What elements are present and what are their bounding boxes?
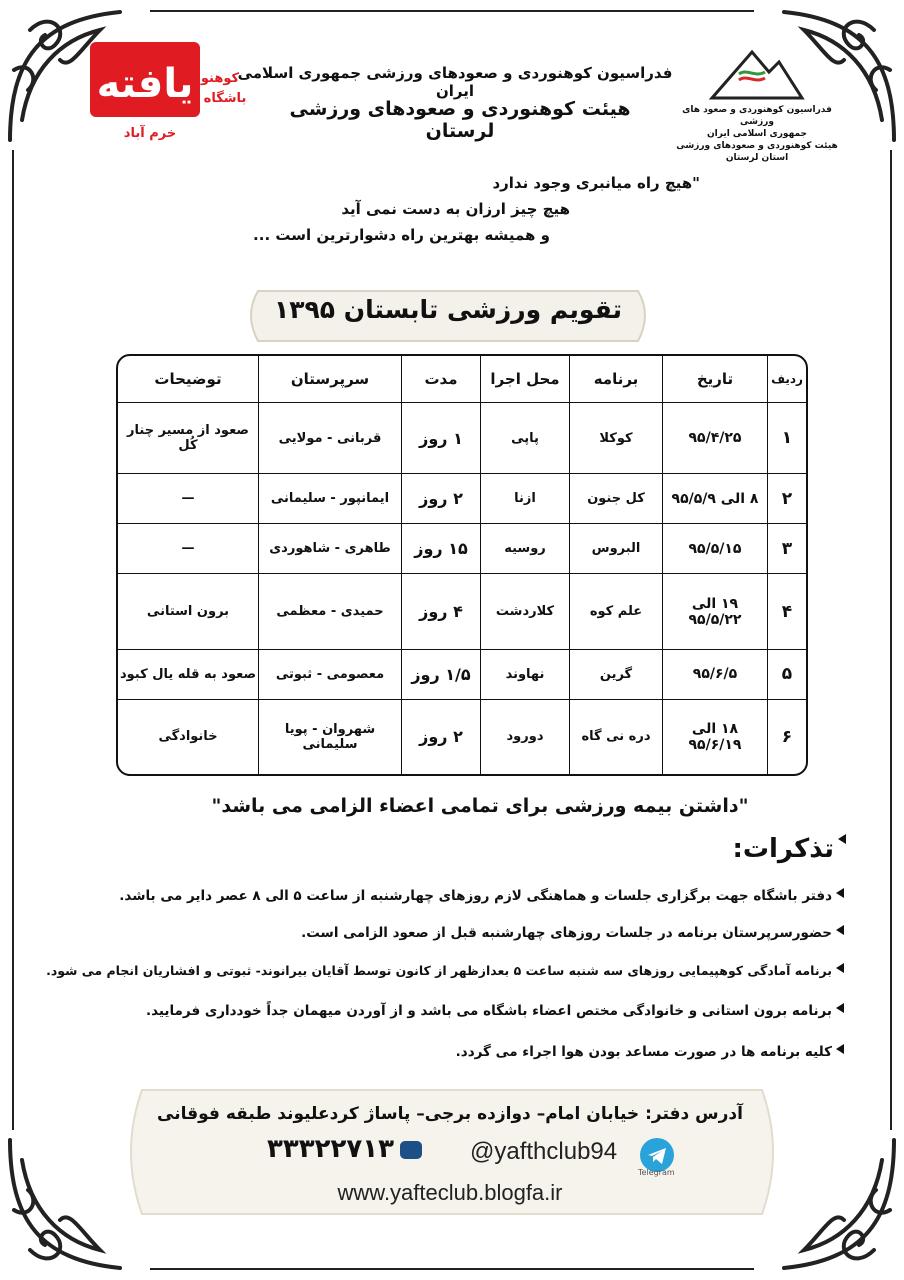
club-logo-city: خرم آباد [123, 126, 177, 141]
cell-notes: صعود از مسیر چنار کُل [118, 403, 259, 474]
federation-title: فدراسیون کوهنوردی و صعودهای ورزشی جمهوری اسلامی ایران [237, 64, 673, 100]
telegram-handle[interactable]: @yafthclub94 [470, 1138, 618, 1165]
cell-duration: ۱/۵ روز [402, 649, 481, 699]
notes-heading-text: تذکرات: [732, 834, 834, 864]
cell-row-number: ۳ [768, 524, 807, 574]
quote-line-2: هیچ چیز ارزان به دست نمی آید [341, 200, 570, 218]
federation-logo-caption-3: هیئت کوهنوردی و صعودهای ورزشی استان لرستان [676, 141, 838, 163]
phone-number [222, 1134, 422, 1164]
flag-bullet-icon [836, 1003, 844, 1013]
motto-quote [160, 170, 700, 248]
cell-duration: ۲ روز [402, 474, 481, 524]
club-logo-main-text: یافته [96, 61, 194, 107]
phone-icon [400, 1141, 422, 1159]
header-duration: مدت [402, 356, 481, 403]
table-row [118, 474, 806, 524]
note-item-text: کلیه برنامه ها در صورت مساعد بودن هوا اجراء می گردد. [455, 1044, 832, 1060]
note-item [46, 963, 844, 978]
cell-row-number: ۱ [768, 403, 807, 474]
cell-notes: خانوادگی [118, 699, 259, 774]
cell-duration: ۱ روز [402, 403, 481, 474]
cell-location: کلاردشت [481, 574, 570, 650]
title-banner [238, 285, 658, 347]
cell-date: ۹۵/۶/۵ [663, 649, 768, 699]
cell-duration: ۱۵ روز [402, 524, 481, 574]
cell-row-number: ۶ [768, 699, 807, 774]
quote-line-3: و همیشه بهترین راه دشوارترین است ... [253, 226, 550, 244]
header-program: برنامه [570, 356, 663, 403]
cell-supervisors: طاهری - شاهوردی [259, 524, 402, 574]
cell-notes: صعود به قله یال کبود [118, 649, 259, 699]
cell-program: علم کوه [570, 574, 663, 650]
flag-bullet-icon [836, 963, 844, 973]
cell-row-number: ۴ [768, 574, 807, 650]
cell-notes: — [118, 524, 259, 574]
header-notes: توضیحات [118, 356, 259, 403]
committee-title: هیئت کوهنوردی و صعودهای ورزشی لرستان [289, 98, 631, 142]
telegram-icon [640, 1138, 674, 1172]
cell-location: نهاوند [481, 649, 570, 699]
telegram-label: Telegram [638, 1168, 675, 1177]
note-item [301, 925, 844, 941]
cell-duration: ۴ روز [402, 574, 481, 650]
cell-location: دورود [481, 699, 570, 774]
cell-program: کل جنون [570, 474, 663, 524]
note-item-text: برنامه برون استانی و خانوادگی مختص اعضاء باشگاه می باشد و از آوردن میهمان جداً خودداری فرمایید. [145, 1003, 832, 1019]
federation-logo [672, 48, 842, 163]
header-supervisors: سرپرستان [259, 356, 402, 403]
cell-location: پاپی [481, 403, 570, 474]
flag-bullet-icon [838, 834, 846, 844]
table-row [118, 699, 806, 774]
phone-number-text: ۳۳۳۲۲۷۱۳ [267, 1134, 394, 1164]
cell-notes: — [118, 474, 259, 524]
note-item-text: حضورسرپرستان برنامه در جلسات روزهای چهارشنبه قبل از صعود الزامی است. [301, 925, 832, 941]
note-item [119, 888, 844, 904]
note-item [146, 1003, 844, 1019]
cell-date: ۹۵/۴/۲۵ [663, 403, 768, 474]
cell-supervisors: حمیدی - معظمی [259, 574, 402, 650]
quote-line-1: "هیچ راه میانبری وجود ندارد [492, 174, 700, 192]
cell-program: دره نی گاه [570, 699, 663, 774]
flag-bullet-icon [836, 1044, 844, 1054]
schedule-table [116, 354, 808, 776]
table-row [118, 403, 806, 474]
cell-notes: برون استانی [118, 574, 259, 650]
club-logo [80, 22, 260, 152]
frame-line-bottom [150, 1268, 754, 1270]
cell-location: ازنا [481, 474, 570, 524]
flag-bullet-icon [836, 925, 844, 935]
flag-bullet-icon [836, 888, 844, 898]
cell-supervisors: شهروان - پویا سلیمانی [259, 699, 402, 774]
frame-line-right [890, 150, 892, 1130]
insurance-notice: "داشتن بیمه ورزشی برای تمامی اعضاء الزامی می باشد" [211, 795, 749, 817]
office-address: آدرس دفتر: خیابان امام– دوازده برجی– پاساژ کردعلیوند طبقه فوقانی [157, 1104, 743, 1124]
telegram-contact[interactable] [470, 1138, 690, 1178]
club-logo-sub1: کوهنو [200, 71, 240, 86]
page-title: تقویم ورزشی تابستان ۱۳۹۵ [274, 295, 622, 324]
cell-date: ۱۸ الی ۹۵/۶/۱۹ [663, 699, 768, 774]
federation-logo-caption-2: جمهوری اسلامی ایران [706, 129, 808, 139]
header-row-number: ردیف [768, 356, 807, 403]
header-date: تاریخ [663, 356, 768, 403]
notes-heading [732, 834, 846, 864]
club-logo-sub2: باشگاه [203, 91, 247, 106]
federation-logo-caption-1: فدراسیون کوهنوردی و صعود های ورزشی [682, 105, 832, 127]
table-header-row [118, 356, 806, 403]
website-link[interactable]: www.yafteclub.blogfa.ir [337, 1180, 563, 1205]
cell-program: گرین [570, 649, 663, 699]
cell-supervisors: ایمانپور - سلیمانی [259, 474, 402, 524]
table-row [118, 524, 806, 574]
cell-duration: ۲ روز [402, 699, 481, 774]
cell-supervisors: قربانی - مولایی [259, 403, 402, 474]
cell-date: ۸ الی ۹۵/۵/۹ [663, 474, 768, 524]
frame-line-top [150, 10, 754, 12]
cell-date: ۱۹ الی ۹۵/۵/۲۲ [663, 574, 768, 650]
mountain-flag-icon [707, 48, 807, 100]
cell-program: البروس [570, 524, 663, 574]
cell-row-number: ۵ [768, 649, 807, 699]
cell-location: روسیه [481, 524, 570, 574]
header-location: محل اجرا [481, 356, 570, 403]
note-item-text: دفتر باشگاه جهت برگزاری جلسات و هماهنگی لازم روزهای چهارشنبه از ساعت ۵ الی ۸ عصر دایر می باشد. [119, 888, 832, 904]
note-item [456, 1044, 844, 1060]
cell-program: کوکلا [570, 403, 663, 474]
cell-supervisors: معصومی - ثبوتی [259, 649, 402, 699]
cell-row-number: ۲ [768, 474, 807, 524]
table-row [118, 649, 806, 699]
table-row [118, 574, 806, 650]
frame-line-left [12, 150, 14, 1130]
cell-date: ۹۵/۵/۱۵ [663, 524, 768, 574]
note-item-text: برنامه آمادگی کوهپیمایی روزهای سه شنبه ساعت ۵ بعدازظهر از کانون توسط آقایان بیرانوند- ثبوتی و افشاریان انجام می شود. [46, 963, 832, 978]
